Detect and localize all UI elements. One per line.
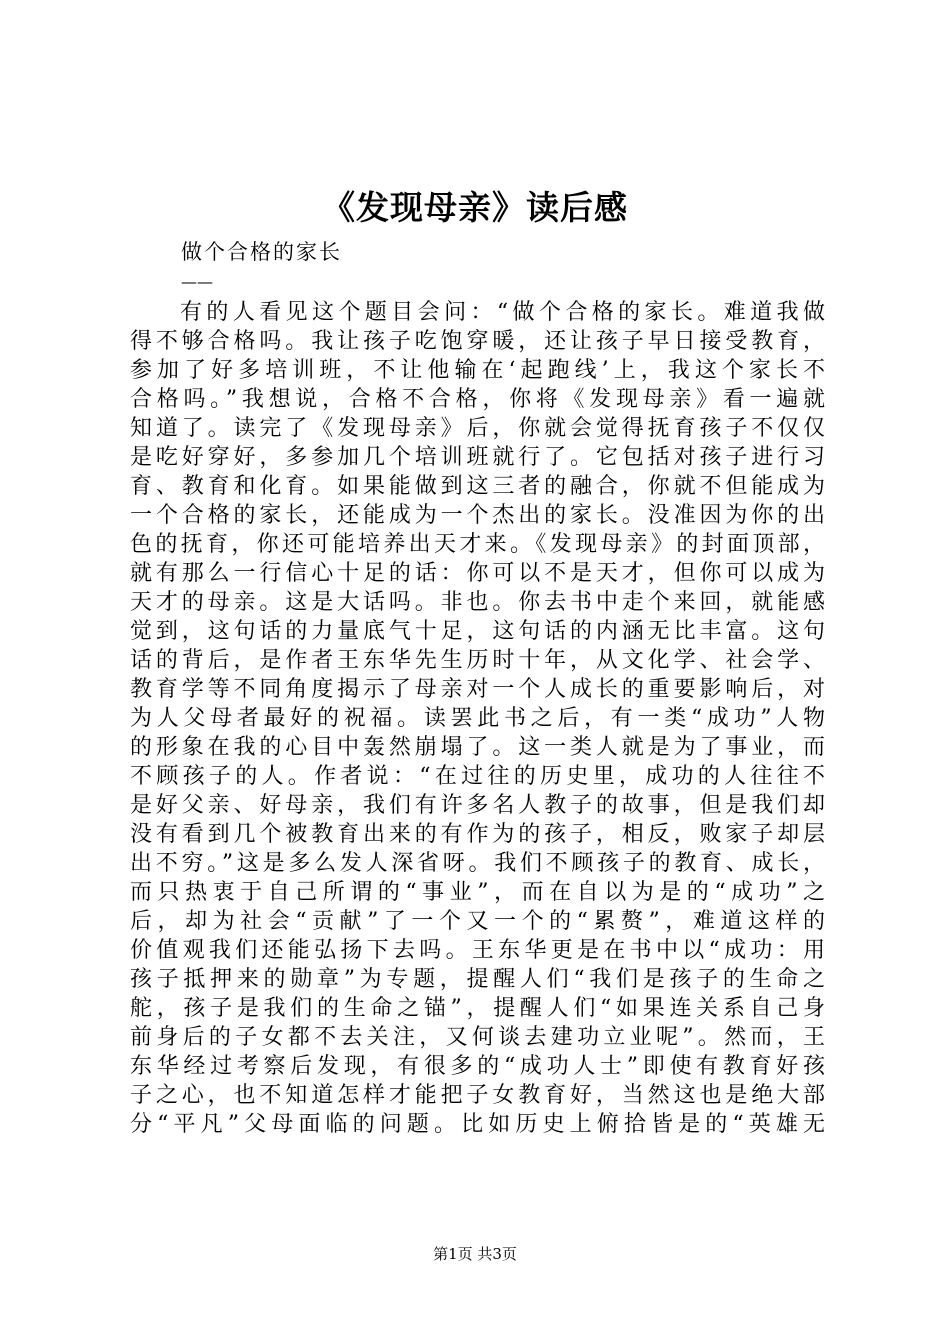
page-title: 《发现母亲》读后感 [322,188,628,227]
body-line: 育、教育和化育。如果能做到这三者的融合，你就不但能成为 [130,474,825,499]
body-text [130,298,825,1139]
body-line: 天才的母亲。这是大话吗。非也。你去书中走个来回，就能感 [130,590,825,615]
body-line: 参加了好多培训班，不让他输在‘起跑线’上，我这个家长不 [130,358,825,383]
body-line: 有的人看见这个题目会问：“做个合格的家长。难道我做 [180,300,825,325]
body-line: 觉到，这句话的力量底气十足，这句话的内涵无比丰富。这句 [130,619,825,644]
body-line: 教育学等不同角度揭示了母亲对一个人成长的重要影响后，对 [130,677,825,702]
body-line: 舵，孩子是我们的生命之锚”，提醒人们“如果连关系自己身 [130,996,825,1021]
body-line: 就有那么一行信心十足的话：你可以不是天才，但你可以成为 [130,561,825,586]
subtitle-dash: —— [181,272,213,291]
body-line: 子之心，也不知道怎样才能把子女教育好，当然这也是绝大部 [130,1083,825,1108]
body-line: 不顾孩子的人。作者说：“在过往的历史里，成功的人往往不 [130,764,825,789]
body-line: 为人父母者最好的祝福。读罢此书之后，有一类“成功”人物 [130,706,825,731]
body-line: 话的背后，是作者王东华先生历时十年，从文化学、社会学、 [130,648,825,673]
body-line: 是吃好穿好，多参加几个培训班就行了。它包括对孩子进行习 [130,445,825,470]
body-line: 色的抚育，你还可能培养出天才来。《发现母亲》的封面顶部， [130,532,825,557]
body-line: 是好父亲、好母亲，我们有许多名人教子的故事，但是我们却 [130,793,825,818]
body-line: 没有看到几个被教育出来的有作为的孩子，相反，败家子却层 [130,822,825,847]
body-line: 一个合格的家长，还能成为一个杰出的家长。没准因为你的出 [130,503,825,528]
body-line: 而只热衷于自己所谓的“事业”，而在自以为是的“成功”之 [130,880,825,905]
body-line: 的形象在我的心目中轰然崩塌了。这一类人就是为了事业，而 [130,735,825,760]
body-line: 合格吗。”我想说，合格不合格，你将《发现母亲》看一遍就 [130,387,825,412]
body-line: 出不穷。”这是多么发人深省呀。我们不顾孩子的教育、成长， [130,851,825,876]
body-line: 价值观我们还能弘扬下去吗。王东华更是在书中以“成功：用 [130,938,825,963]
page-number: 第1页 共3页 [433,1245,517,1263]
body-line: 孩子抵押来的勋章”为专题，提醒人们“我们是孩子的生命之 [130,967,825,992]
subtitle: 做个合格的家长 [181,240,342,264]
body-line: 东华经过考察后发现，有很多的“成功人士”即使有教育好孩 [130,1054,825,1079]
body-line: 得不够合格吗。我让孩子吃饱穿暖，还让孩子早日接受教育， [130,329,825,354]
body-line: 分“平凡”父母面临的问题。比如历史上俯拾皆是的“英雄无 [130,1112,825,1137]
body-line: 后，却为社会“贡献”了一个又一个的“累赘”，难道这样的 [130,909,825,934]
body-line: 知道了。读完了《发现母亲》后，你就会觉得抚育孩子不仅仅 [130,416,825,441]
body-line: 前身后的子女都不去关注，又何谈去建功立业呢”。然而，王 [130,1025,825,1050]
